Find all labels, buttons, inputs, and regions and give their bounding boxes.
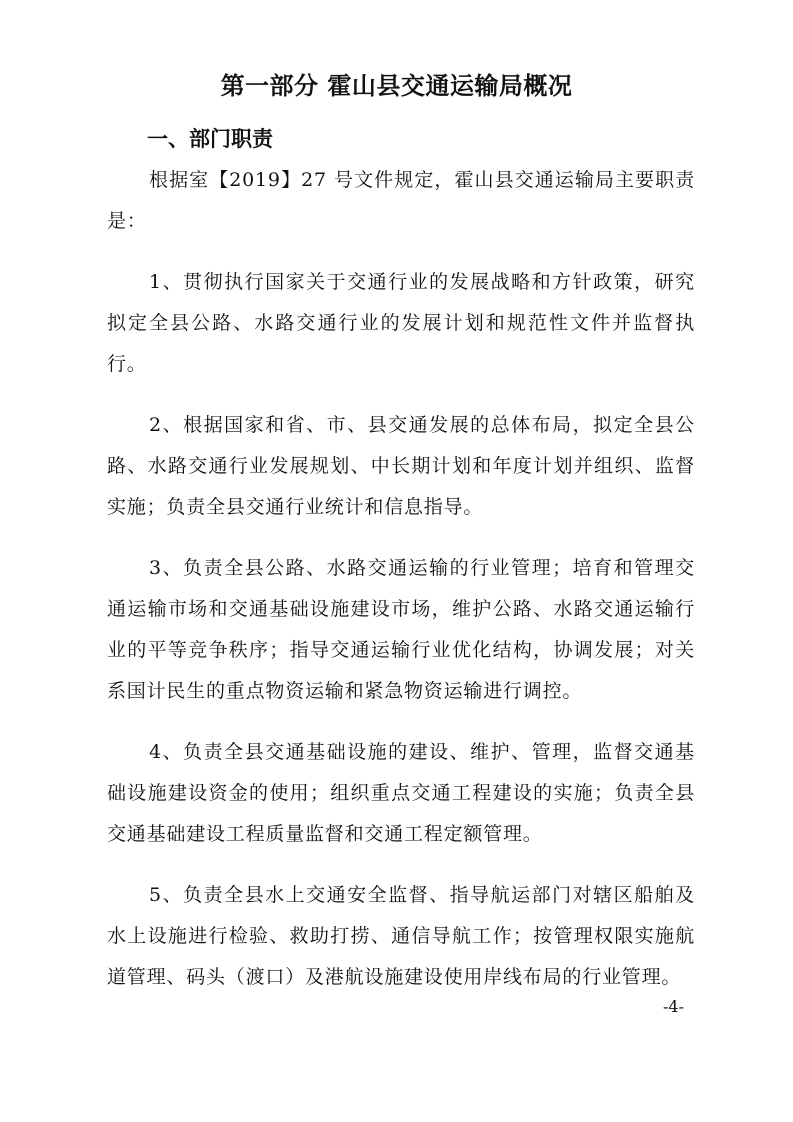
page-title: 第一部分 霍山县交通运输局概况 — [220, 72, 573, 100]
paragraph-intro: 根据室【2019】27 号文件规定，霍山县交通运输局主要职责是： — [107, 169, 695, 232]
body-text — [107, 160, 695, 1018]
page-number: -4- — [663, 997, 684, 1016]
section-heading: 一、部门职责 — [147, 127, 273, 151]
paragraph-duty-5: 5、负责全县水上交通安全监督、指导航运部门对辖区船舶及水上设施进行检验、救助打捞、通信导航工作；按管理权限实施航道管理、码头（渡口）及港航设施建设使用岸线布局的行业管理。 — [107, 884, 695, 988]
paragraph-duty-2: 2、根据国家和省、市、县交通发展的总体布局，拟定全县公路、水路交通行业发展规划、中长期计划和年度计划并组织、监督实施；负责全县交通行业统计和信息指导。 — [107, 414, 695, 518]
paragraph-duty-1: 1、贯彻执行国家关于交通行业的发展战略和方针政策，研究拟定全县公路、水路交通行业的发展计划和规范性文件并监督执行。 — [107, 271, 695, 375]
paragraph-duty-3: 3、负责全县公路、水路交通运输的行业管理；培育和管理交通运输市场和交通基础设施建设市场，维护公路、水路交通运输行业的平等竞争秩序；指导交通运输行业优化结构，协调发展；对关系国计民生的重点物资运输和紧急物资运输进行调控。 — [107, 557, 695, 702]
paragraph-duty-4: 4、负责全县交通基础设施的建设、维护、管理，监督交通基础设施建设资金的使用；组织重点交通工程建设的实施；负责全县交通基础建设工程质量监督和交通工程定额管理。 — [107, 741, 695, 845]
